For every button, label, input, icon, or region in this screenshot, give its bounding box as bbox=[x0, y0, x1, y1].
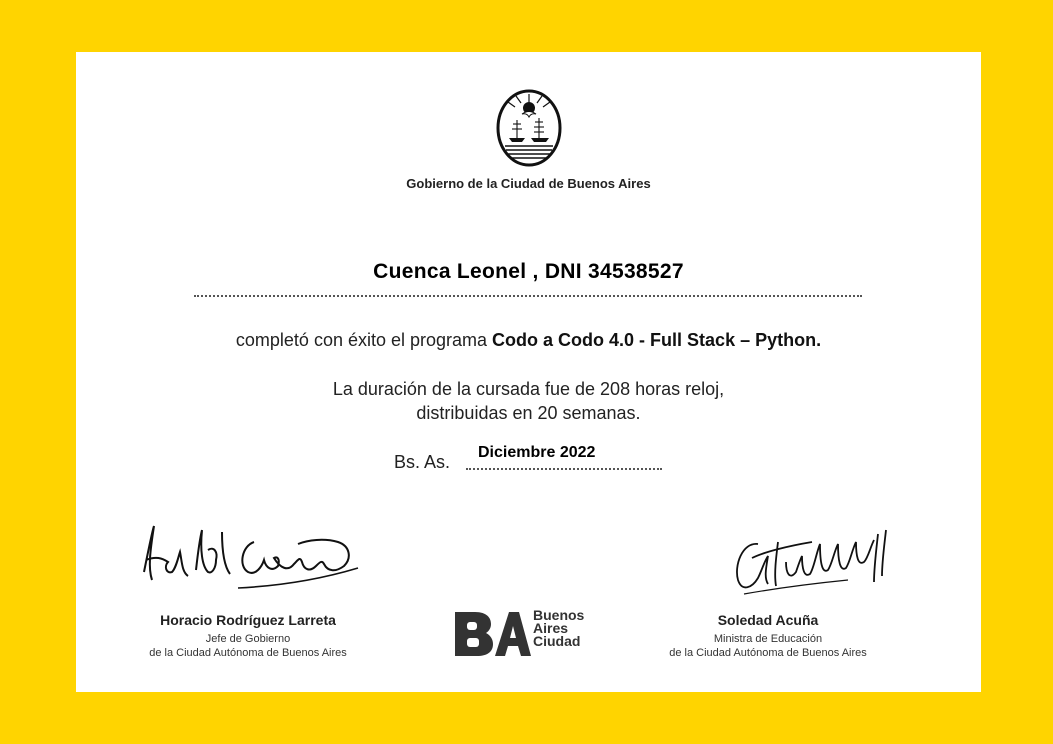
ba-logo-line1: Buenos bbox=[533, 607, 585, 623]
signer-left-role bbox=[98, 632, 398, 660]
date-place: Bs. As. bbox=[394, 452, 451, 472]
ba-logo-icon bbox=[455, 608, 531, 658]
date-row bbox=[394, 444, 674, 474]
duration-weeks: distribuidas en 20 semanas. bbox=[416, 403, 641, 423]
signer-left bbox=[98, 612, 398, 660]
signer-left-role-title: Jefe de Gobierno bbox=[205, 633, 291, 645]
duration-statement bbox=[76, 377, 981, 425]
issue-date: Diciembre 2022 bbox=[478, 444, 596, 461]
government-name: Gobierno de la Ciudad de Buenos Aires bbox=[406, 176, 651, 191]
signer-right-role bbox=[618, 632, 918, 660]
duration-hours: La duración de la cursada fue de 208 horas reloj, bbox=[332, 379, 725, 399]
completion-statement bbox=[76, 330, 981, 351]
signer-right-name: Soledad Acuña bbox=[717, 612, 819, 628]
signer-right-role-org: de la Ciudad Autónoma de Buenos Aires bbox=[669, 647, 867, 659]
signature-right-icon bbox=[728, 522, 898, 602]
certificate-sheet bbox=[76, 52, 981, 692]
ba-logo-line3: Ciudad bbox=[533, 633, 581, 649]
signature-left-icon bbox=[138, 522, 370, 594]
ba-logo bbox=[455, 608, 605, 658]
signer-left-role-org: de la Ciudad Autónoma de Buenos Aires bbox=[149, 647, 347, 659]
ba-logo-line2: Aires bbox=[533, 620, 569, 636]
signer-right bbox=[618, 612, 918, 660]
program-name: Codo a Codo 4.0 - Full Stack – Python. bbox=[492, 330, 822, 350]
city-coat-of-arms-icon bbox=[495, 88, 563, 168]
name-underline bbox=[194, 295, 862, 297]
date-underline bbox=[466, 468, 662, 470]
ba-logo-text bbox=[533, 609, 584, 648]
completion-prefix: completó con éxito el programa bbox=[235, 330, 493, 350]
signer-right-role-title: Ministra de Educación bbox=[713, 633, 823, 645]
student-name: Cuenca Leonel , DNI 34538527 bbox=[373, 260, 684, 283]
signer-left-name: Horacio Rodríguez Larreta bbox=[160, 612, 336, 628]
